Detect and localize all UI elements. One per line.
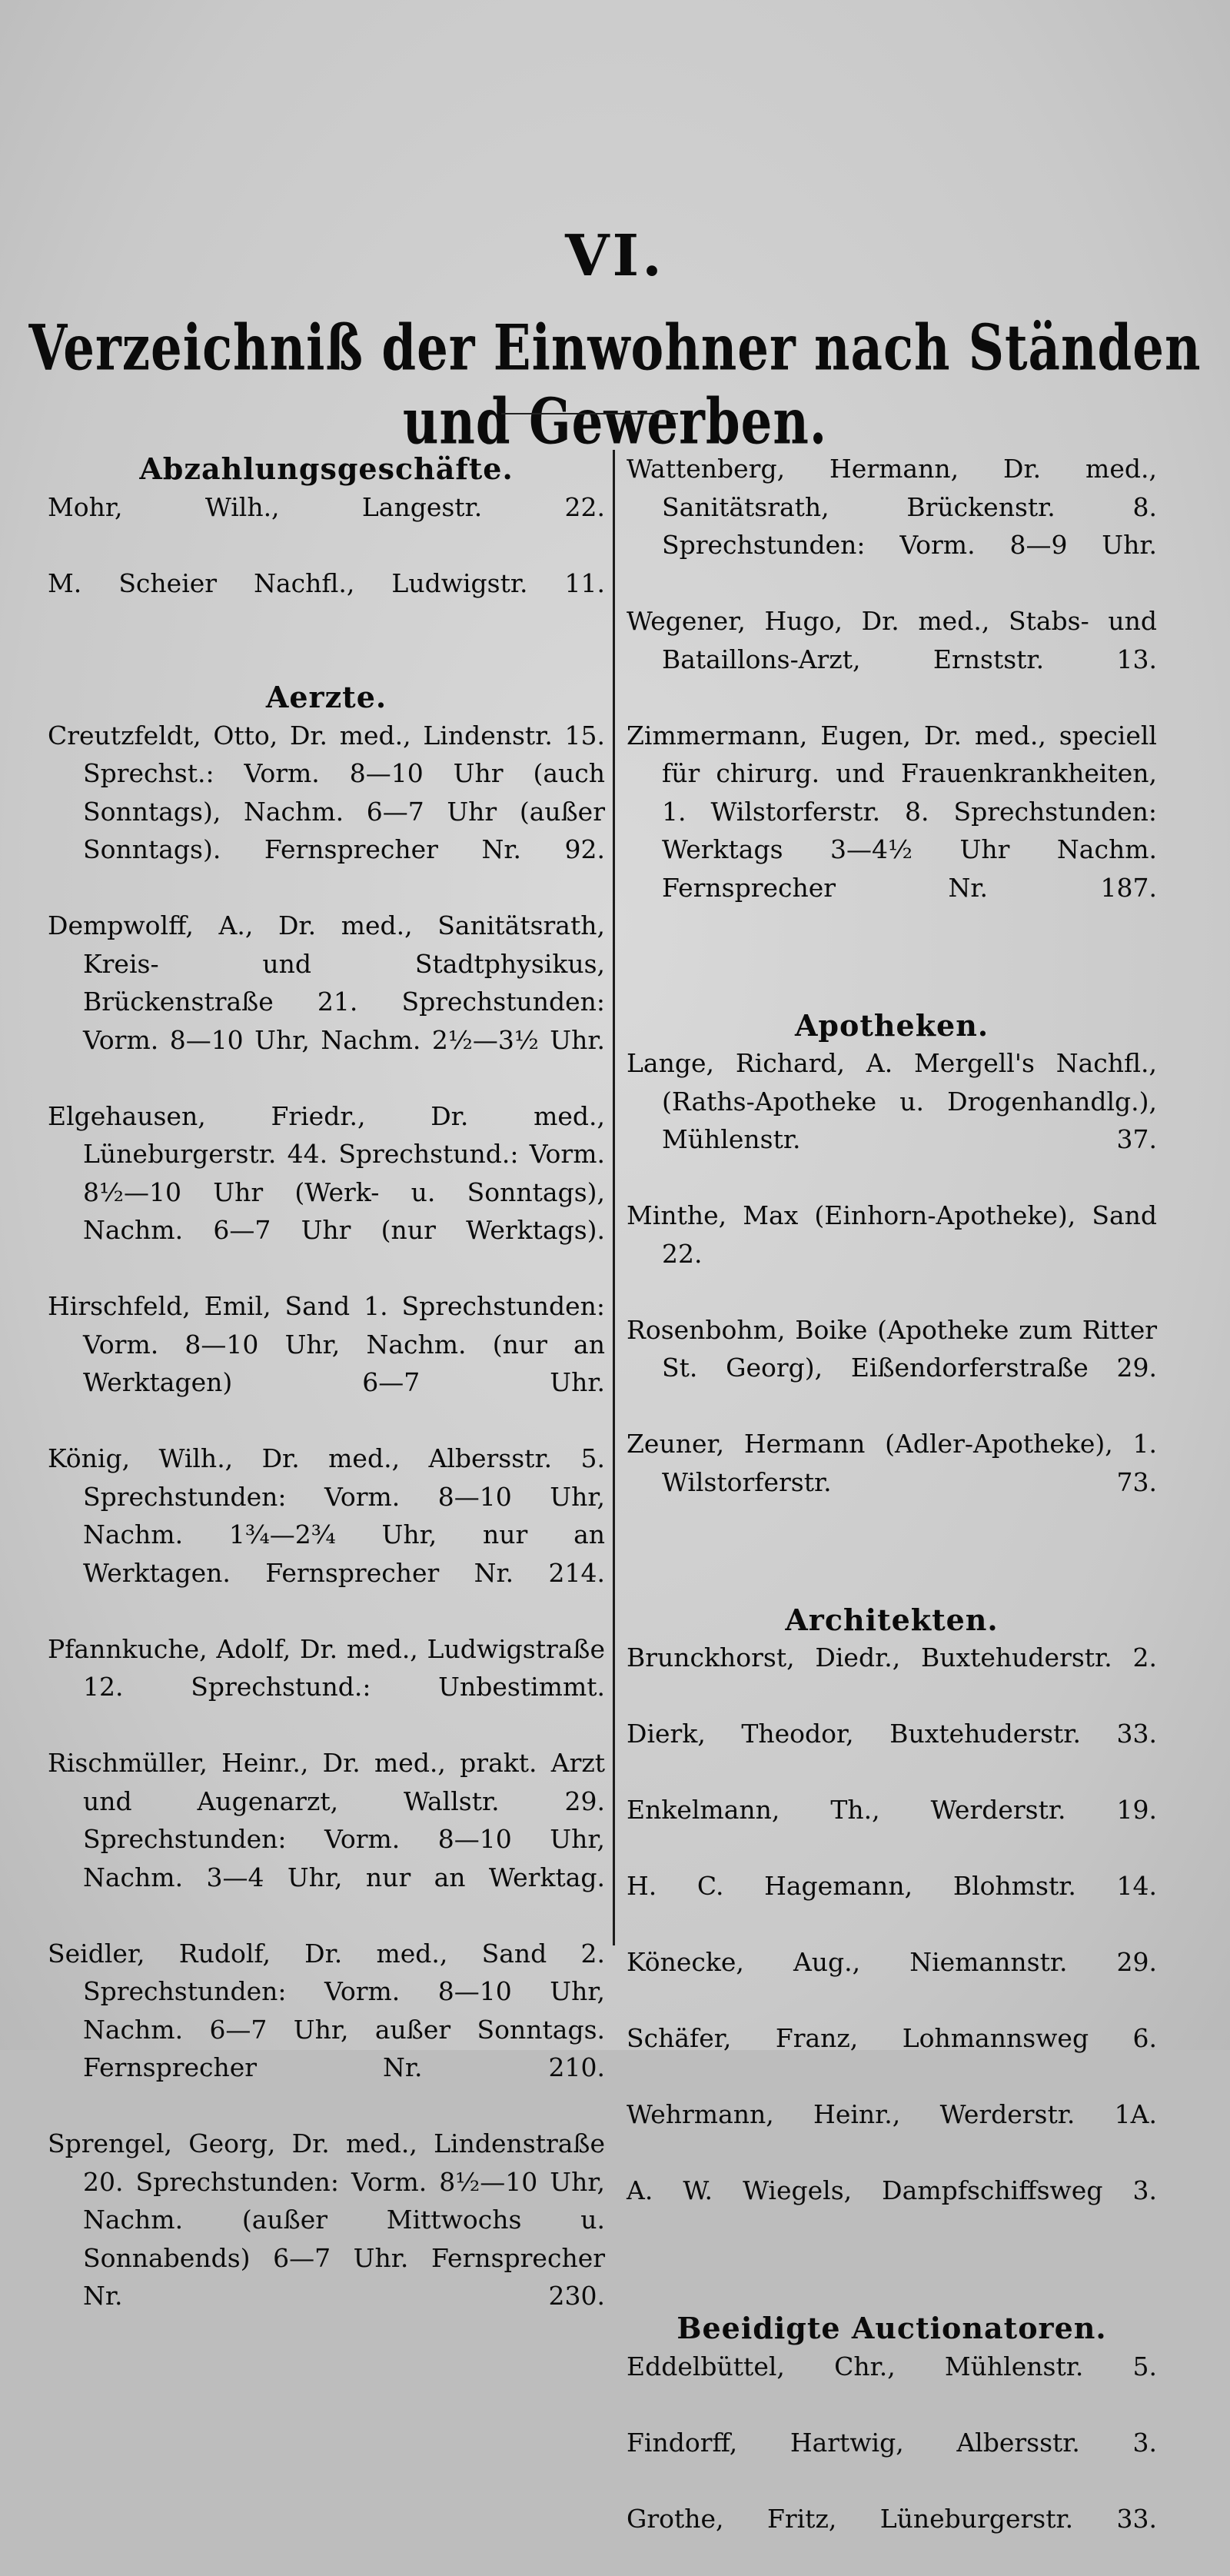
section-heading: Aerzte. bbox=[265, 680, 387, 714]
directory-entry: Rischmüller, Heinr., Dr. med., prakt. Arzt und Augenarzt, Wallstr. 29. Sprechstunden: Vorm. 8—10 Uhr, Nachm. 3—4 Uhr, nur an Werktag. bbox=[48, 1748, 605, 1892]
section-spacer bbox=[627, 945, 1157, 1007]
directory-entry: Elgehausen, Friedr., Dr. med., Lüneburgerstr. 44. Sprechstund.: Vorm. 8½—10 Uhr (Werk- u. Sonntags), Nachm. 6—7 Uhr (nur Werktags). bbox=[48, 1100, 605, 1245]
directory-entry: König, Wilh., Dr. med., Albersstr. 5. Sprechstunden: Vorm. 8—10 Uhr, Nachm. 1¾—2¾ Uhr, nur an Werktagen. Fernsprecher Nr. 214. bbox=[48, 1443, 605, 1588]
directory-entry: Dempwolff, A., Dr. med., Sanitätsrath, Kreis- und Stadtphysikus, Brückenstraße 21. Sprechstunden: Vorm. 8—10 Uhr, Nachm. 2½—3½ Uhr. bbox=[48, 910, 605, 1055]
section-heading: Abzahlungsgeschäfte. bbox=[139, 451, 514, 486]
directory-entry: Rosenbohm, Boike (Apotheke zum Ritter St. Georg), Eißendorferstraße 29. bbox=[627, 1314, 1157, 1383]
directory-entry: Könecke, Aug., Niemannstr. 29. bbox=[627, 1947, 1157, 1977]
directory-entry: A. W. Wiegels, Dampfschiffsweg 3. bbox=[627, 2175, 1157, 2205]
directory-entry: Hirschfeld, Emil, Sand 1. Sprechstunden: Vorm. 8—10 Uhr, Nachm. (nur an Werktagen) 6—7 Uhr. bbox=[48, 1291, 605, 1397]
chapter-number: VI. bbox=[565, 223, 665, 289]
directory-entry: Brunckhorst, Diedr., Buxtehuderstr. 2. bbox=[627, 1642, 1157, 1672]
directory-entry: Schäfer, Franz, Lohmannsweg 6. bbox=[627, 2023, 1157, 2053]
directory-entry: Pfannkuche, Adolf, Dr. med., Ludwigstraße 12. Sprechstund.: Unbestimmt. bbox=[48, 1633, 605, 1702]
directory-entry: Creutzfeldt, Otto, Dr. med., Lindenstr. 15. Sprechst.: Vorm. 8—10 Uhr (auch Sonntags), Nachm. 6—7 Uhr (außer Sonntags). Fernsprecher Nr. 92. bbox=[48, 720, 605, 864]
section-abzahlungsgeschaefte bbox=[48, 450, 605, 641]
section-architekten bbox=[627, 1601, 1157, 2248]
left-column bbox=[48, 450, 605, 2353]
directory-entry: Seidler, Rudolf, Dr. med., Sand 2. Sprechstunden: Vorm. 8—10 Uhr, Nachm. 6—7 Uhr, außer Sonntags. Fernsprecher Nr. 210. bbox=[48, 1938, 605, 2082]
directory-entry: Zimmermann, Eugen, Dr. med., speciell für chirurg. und Frauenkrankheiten, 1. Wilstorferstr. 8. Sprechstunden: Werktags 3—4½ Uhr Nachm. Fernsprecher Nr. 187. bbox=[627, 720, 1157, 903]
section-spacer bbox=[627, 1539, 1157, 1601]
directory-entry: Dierk, Theodor, Buxtehuderstr. 33. bbox=[627, 1719, 1157, 1749]
section-heading: Architekten. bbox=[785, 1602, 999, 1637]
directory-entry: Zeuner, Hermann (Adler-Apotheke), 1. Wilstorferstr. 73. bbox=[627, 1429, 1157, 1497]
section-spacer bbox=[48, 641, 605, 679]
column-divider bbox=[613, 450, 615, 1945]
directory-entry: M. Scheier Nachfl., Ludwigstr. 11. bbox=[48, 567, 605, 598]
right-column bbox=[627, 450, 1157, 2576]
section-heading: Beeidigte Auctionatoren. bbox=[676, 2311, 1107, 2345]
directory-entry: Enkelmann, Th., Werderstr. 19. bbox=[627, 1795, 1157, 1825]
section-auctionatoren bbox=[627, 2309, 1157, 2576]
directory-entry: Minthe, Max (Einhorn-Apotheke), Sand 22. bbox=[627, 1200, 1157, 1269]
section-spacer bbox=[627, 2248, 1157, 2309]
title-rule bbox=[501, 413, 678, 414]
directory-entry: Mohr, Wilh., Langestr. 22. bbox=[48, 491, 605, 522]
page-title: Verzeichniß der Einwohner nach Ständen und Gewerben. bbox=[28, 311, 1202, 459]
section-apotheken bbox=[627, 1007, 1157, 1539]
directory-entry: Lange, Richard, A. Mergell's Nachfl., (Raths-Apotheke u. Drogenhandlg.), Mühlenstr. 37. bbox=[627, 1048, 1157, 1154]
directory-entry: Findorff, Hartwig, Albersstr. 3. bbox=[627, 2427, 1157, 2458]
section-aerzte bbox=[48, 678, 605, 2353]
directory-entry: Eddelbüttel, Chr., Mühlenstr. 5. bbox=[627, 2351, 1157, 2381]
directory-entry: Grothe, Fritz, Lüneburgerstr. 33. bbox=[627, 2503, 1157, 2534]
directory-entry: Wehrmann, Heinr., Werderstr. 1A. bbox=[627, 2099, 1157, 2129]
directory-entry: Wattenberg, Hermann, Dr. med., Sanitätsrath, Brückenstr. 8. Sprechstunden: Vorm. 8—9 Uhr. bbox=[627, 454, 1157, 560]
section-aerzte-continued bbox=[627, 450, 1157, 945]
directory-entry: H. C. Hagemann, Blohmstr. 14. bbox=[627, 1871, 1157, 1901]
section-heading: Apotheken. bbox=[794, 1007, 989, 1043]
directory-entry: Wegener, Hugo, Dr. med., Stabs- und Bataillons-Arzt, Ernststr. 13. bbox=[627, 606, 1157, 674]
directory-entry: Sprengel, Georg, Dr. med., Lindenstraße 20. Sprechstunden: Vorm. 8½—10 Uhr, Nachm. (außer Mittwochs u. Sonnabends) 6—7 Uhr. Fernsprecher Nr. 230. bbox=[48, 2128, 605, 2311]
